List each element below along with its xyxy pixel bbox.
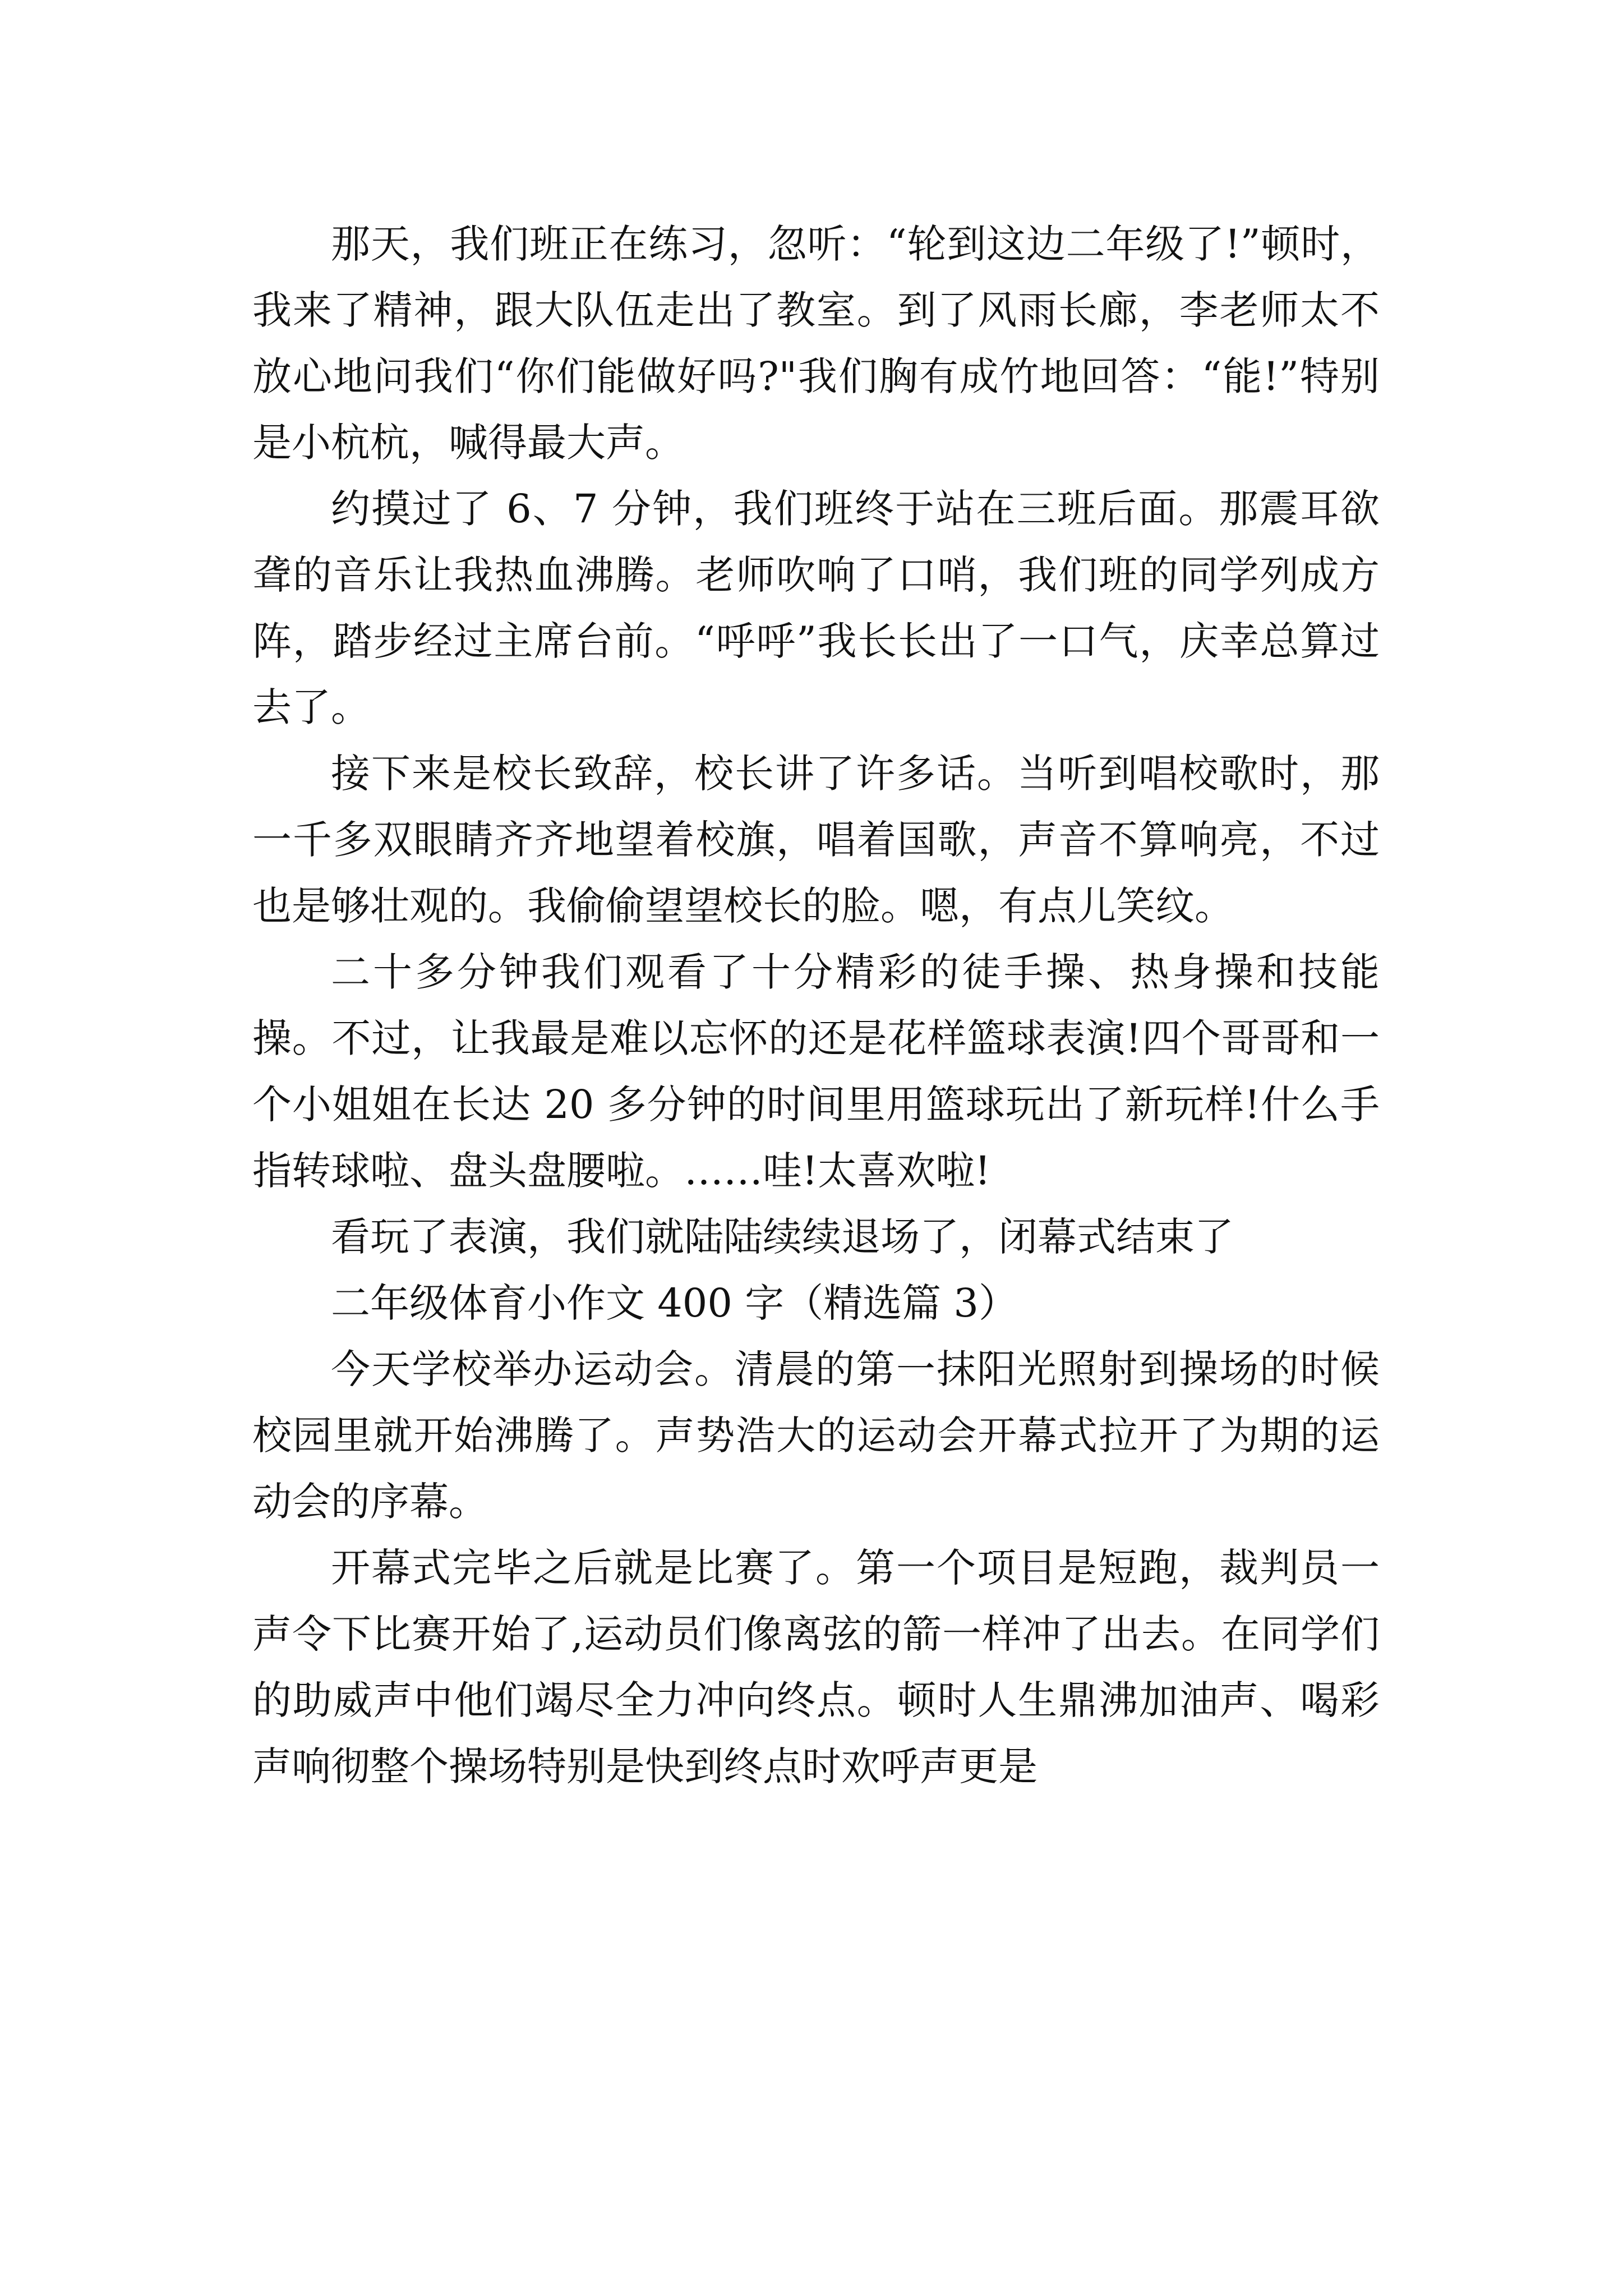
paragraph-4: 二十多分钟我们观看了十分精彩的徒手操、热身操和技能操。不过，让我最是难以忘怀的还是花样篮球表演!四个哥哥和一个小姐姐在长达 20 多分钟的时间里用篮球玩出了新玩样!什么手指转球啦、盘头盘腰啦。……哇!太喜欢啦! — [252, 949, 1380, 1194]
paragraph-1: 那天，我们班正在练习，忽听：“轮到这边二年级了!”顿时，我来了精神，跟大队伍走出了教室。到了风雨长廊，李老师太不放心地问我们“你们能做好吗?"我们胸有成竹地回答：“能!”特别是小杭杭，喊得最大声。 — [252, 221, 1380, 466]
paragraph-5: 看玩了表演，我们就陆陆续续退场了，闭幕式结束了 — [331, 1214, 1234, 1260]
paragraph-2: 约摸过了 6、7 分钟，我们班终于站在三班后面。那震耳欲聋的音乐让我热血沸腾。老师吹响了口哨，我们班的同学列成方阵，踏步经过主席台前。“呼呼”我长长出了一口气，庆幸总算过去了。 — [252, 486, 1380, 730]
document-body — [252, 211, 1380, 1800]
paragraph-6: 今天学校举办运动会。清晨的第一抹阳光照射到操场的时候校园里就开始沸腾了。声势浩大的运动会开幕式拉开了为期的运动会的序幕。 — [252, 1346, 1380, 1525]
paragraph-3: 接下来是校长致辞，校长讲了许多话。当听到唱校歌时，那一千多双眼睛齐齐地望着校旗，唱着国歌，声音不算响亮，不过也是够壮观的。我偷偷望望校长的脸。嗯，有点儿笑纹。 — [252, 751, 1380, 929]
paragraph-7: 开幕式完毕之后就是比赛了。第一个项目是短跑，裁判员一声令下比赛开始了,运动员们像离弦的箭一样冲了出去。在同学们的助威声中他们竭尽全力冲向终点。顿时人生鼎沸加油声、喝彩声响彻整个操场特别是快到终点时欢呼声更是 — [252, 1545, 1380, 1789]
section-heading: 二年级体育小作文 400 字（精选篇 3） — [331, 1280, 1018, 1326]
